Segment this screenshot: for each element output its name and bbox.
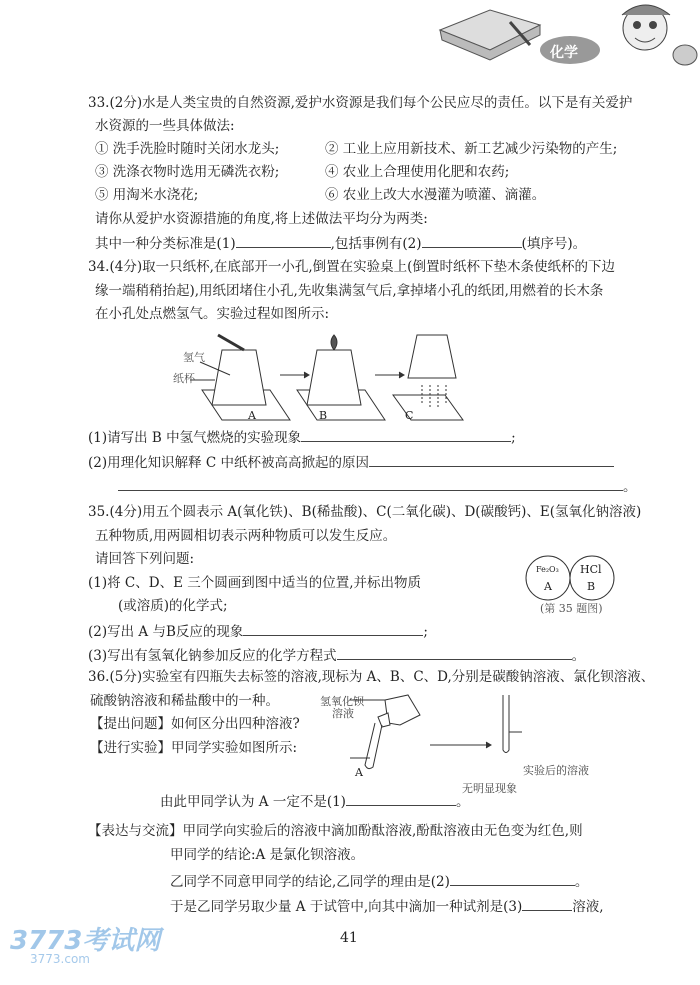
q35-stem: 五种物质,用两圆相切表示两种物质可以发生反应。 <box>95 528 397 544</box>
fill-label: 其中一种分类标准是(1) <box>95 236 236 252</box>
watermark: 3773考试网 <box>10 926 161 956</box>
answer-blank[interactable] <box>118 476 623 491</box>
q34-stem: 34.(4分)取一只纸杯,在底部开一小孔,倒置在实验桌上(倒置时纸杯下垫木条使纸杯的下边 <box>88 259 615 275</box>
punct: ; <box>511 430 516 446</box>
circle-label-b: B <box>587 580 596 593</box>
q36-ask: 【提出问题】如何区分出四种溶液? <box>90 716 300 732</box>
q33-stem: 33.(2分)水是人类宝贵的自然资源,爱护水资源是我们每个公民应尽的责任。以下是有关爱护 <box>88 95 633 111</box>
q33-stem: 水资源的一些具体做法: <box>95 118 235 134</box>
answer-blank[interactable] <box>346 791 456 806</box>
q36-discussion: 甲同学的结论:A 是氯化钡溶液。 <box>170 847 365 863</box>
q35-stem: 35.(4分)用五个圆表示 A(氧化铁)、B(稀盐酸)、C(二氧化碳)、D(碳酸钙)、E(氢氧化钠溶液) <box>88 504 642 520</box>
fill-label: (填序号)。 <box>521 236 587 252</box>
sub-text: (3)写出有氢氧化钠参加反应的化学方程式 <box>88 648 337 664</box>
q36-discussion <box>170 871 588 891</box>
q33-fill <box>95 233 586 253</box>
q33-item: ④ 农业上合理使用化肥和农药; <box>325 164 510 180</box>
q33-item: ① 洗手洗脸时随时关闭水龙头; <box>95 141 280 157</box>
answer-blank-2[interactable] <box>422 233 522 248</box>
sub-text: 由此甲同学认为 A 一定不是(1) <box>160 794 346 810</box>
fill-label: ,包括事例有(2) <box>330 236 422 252</box>
answer-blank[interactable] <box>522 896 572 911</box>
formula-a: Fe₂O₃ <box>536 565 559 574</box>
punct: 。 <box>571 648 586 664</box>
q36-conclusion <box>160 791 469 811</box>
subject-badge: 化学 <box>550 45 578 61</box>
punct: 。 <box>574 874 589 890</box>
sub-text: 乙同学不同意甲同学的结论,乙同学的理由是(2) <box>170 874 450 890</box>
q34-sub2-cont <box>118 476 637 496</box>
q34-stem: 缘一端稍稍抬起),用纸团堵住小孔,先收集满氢气后,拿掉堵小孔的纸团,用燃着的长木条 <box>95 283 604 299</box>
label-c: C <box>405 409 414 422</box>
answer-blank[interactable] <box>450 871 575 886</box>
q36-discussion: 【表达与交流】甲同学向实验后的溶液中滴加酚酞溶液,酚酞溶液由无色变为红色,则 <box>88 823 583 839</box>
watermark-url: 3773.com <box>30 952 90 966</box>
sub-text: (1)请写出 B 中氢气燃烧的实验现象 <box>88 430 302 446</box>
label-cup: 纸杯 <box>173 372 195 385</box>
answer-blank-1[interactable] <box>236 233 331 248</box>
reagent-label: 氢氧化钡 <box>320 695 364 708</box>
q33-item: ② 工业上应用新技术、新工艺减少污染物的产生; <box>325 141 618 157</box>
label-hydrogen: 氢气 <box>183 351 205 364</box>
punct: ; <box>423 624 428 640</box>
hydrogen-cup-diagram <box>160 330 470 420</box>
q33-item: ⑤ 用淘米水浇花; <box>95 187 199 203</box>
q33-prompt: 请你从爱护水资源措施的角度,将上述做法平均分为两类: <box>95 211 428 227</box>
punct: 溶液, <box>572 899 604 915</box>
q35-sub1: (1)将 C、D、E 三个圆画到图中适当的位置,并标出物质 <box>88 575 422 591</box>
answer-blank[interactable] <box>337 645 572 660</box>
q34-sub2 <box>88 452 614 472</box>
q33-item: ⑥ 农业上改大水漫灌为喷灌、滴灌。 <box>325 187 546 203</box>
q33-item: ③ 洗涤衣物时选用无磷洗衣粉; <box>95 164 280 180</box>
answer-blank[interactable] <box>243 621 423 636</box>
q36-stem: 36.(5分)实验室有四瓶失去标签的溶液,现标为 A、B、C、D,分别是碳酸钠溶液、氯化钡溶液、 <box>88 669 655 685</box>
observation-label: 无明显现象 <box>462 782 517 795</box>
circle-label-a: A <box>544 580 552 593</box>
label-b: B <box>319 409 328 422</box>
answer-blank[interactable] <box>301 427 511 442</box>
tube-label-a: A <box>355 766 363 779</box>
page-number: 41 <box>340 930 358 946</box>
punct: 。 <box>623 479 637 495</box>
q35-sub2 <box>88 621 428 641</box>
sub-text: (2)写出 A 与B反应的现象 <box>88 624 244 640</box>
formula-b: HCl <box>580 563 602 576</box>
answer-blank[interactable] <box>369 452 614 467</box>
q35-prompt: 请回答下列问题: <box>95 551 195 567</box>
q36-exp: 【进行实验】甲同学实验如图所示: <box>90 740 298 756</box>
q36-stem: 硫酸钠溶液和稀盐酸中的一种。 <box>90 693 279 709</box>
sub-text: (2)用理化知识解释 C 中纸杯被高高掀起的原因 <box>88 455 370 471</box>
q34-stem: 在小孔处点燃氢气。实验过程如图所示: <box>95 306 330 322</box>
q36-discussion <box>170 896 604 916</box>
punct: 。 <box>455 794 470 810</box>
figure-caption: (第 35 题图) <box>540 602 603 615</box>
label-a: A <box>248 409 256 422</box>
q35-sub1: (或溶质)的化学式; <box>118 598 228 614</box>
q35-sub3 <box>88 645 585 665</box>
reagent-label: 溶液 <box>332 707 354 720</box>
header-decoration <box>430 0 700 70</box>
after-solution-label: 实验后的溶液 <box>523 764 589 777</box>
sub-text: 于是乙同学另取少量 A 于试管中,向其中滴加一种试剂是(3) <box>170 899 523 915</box>
q34-sub1 <box>88 427 516 447</box>
